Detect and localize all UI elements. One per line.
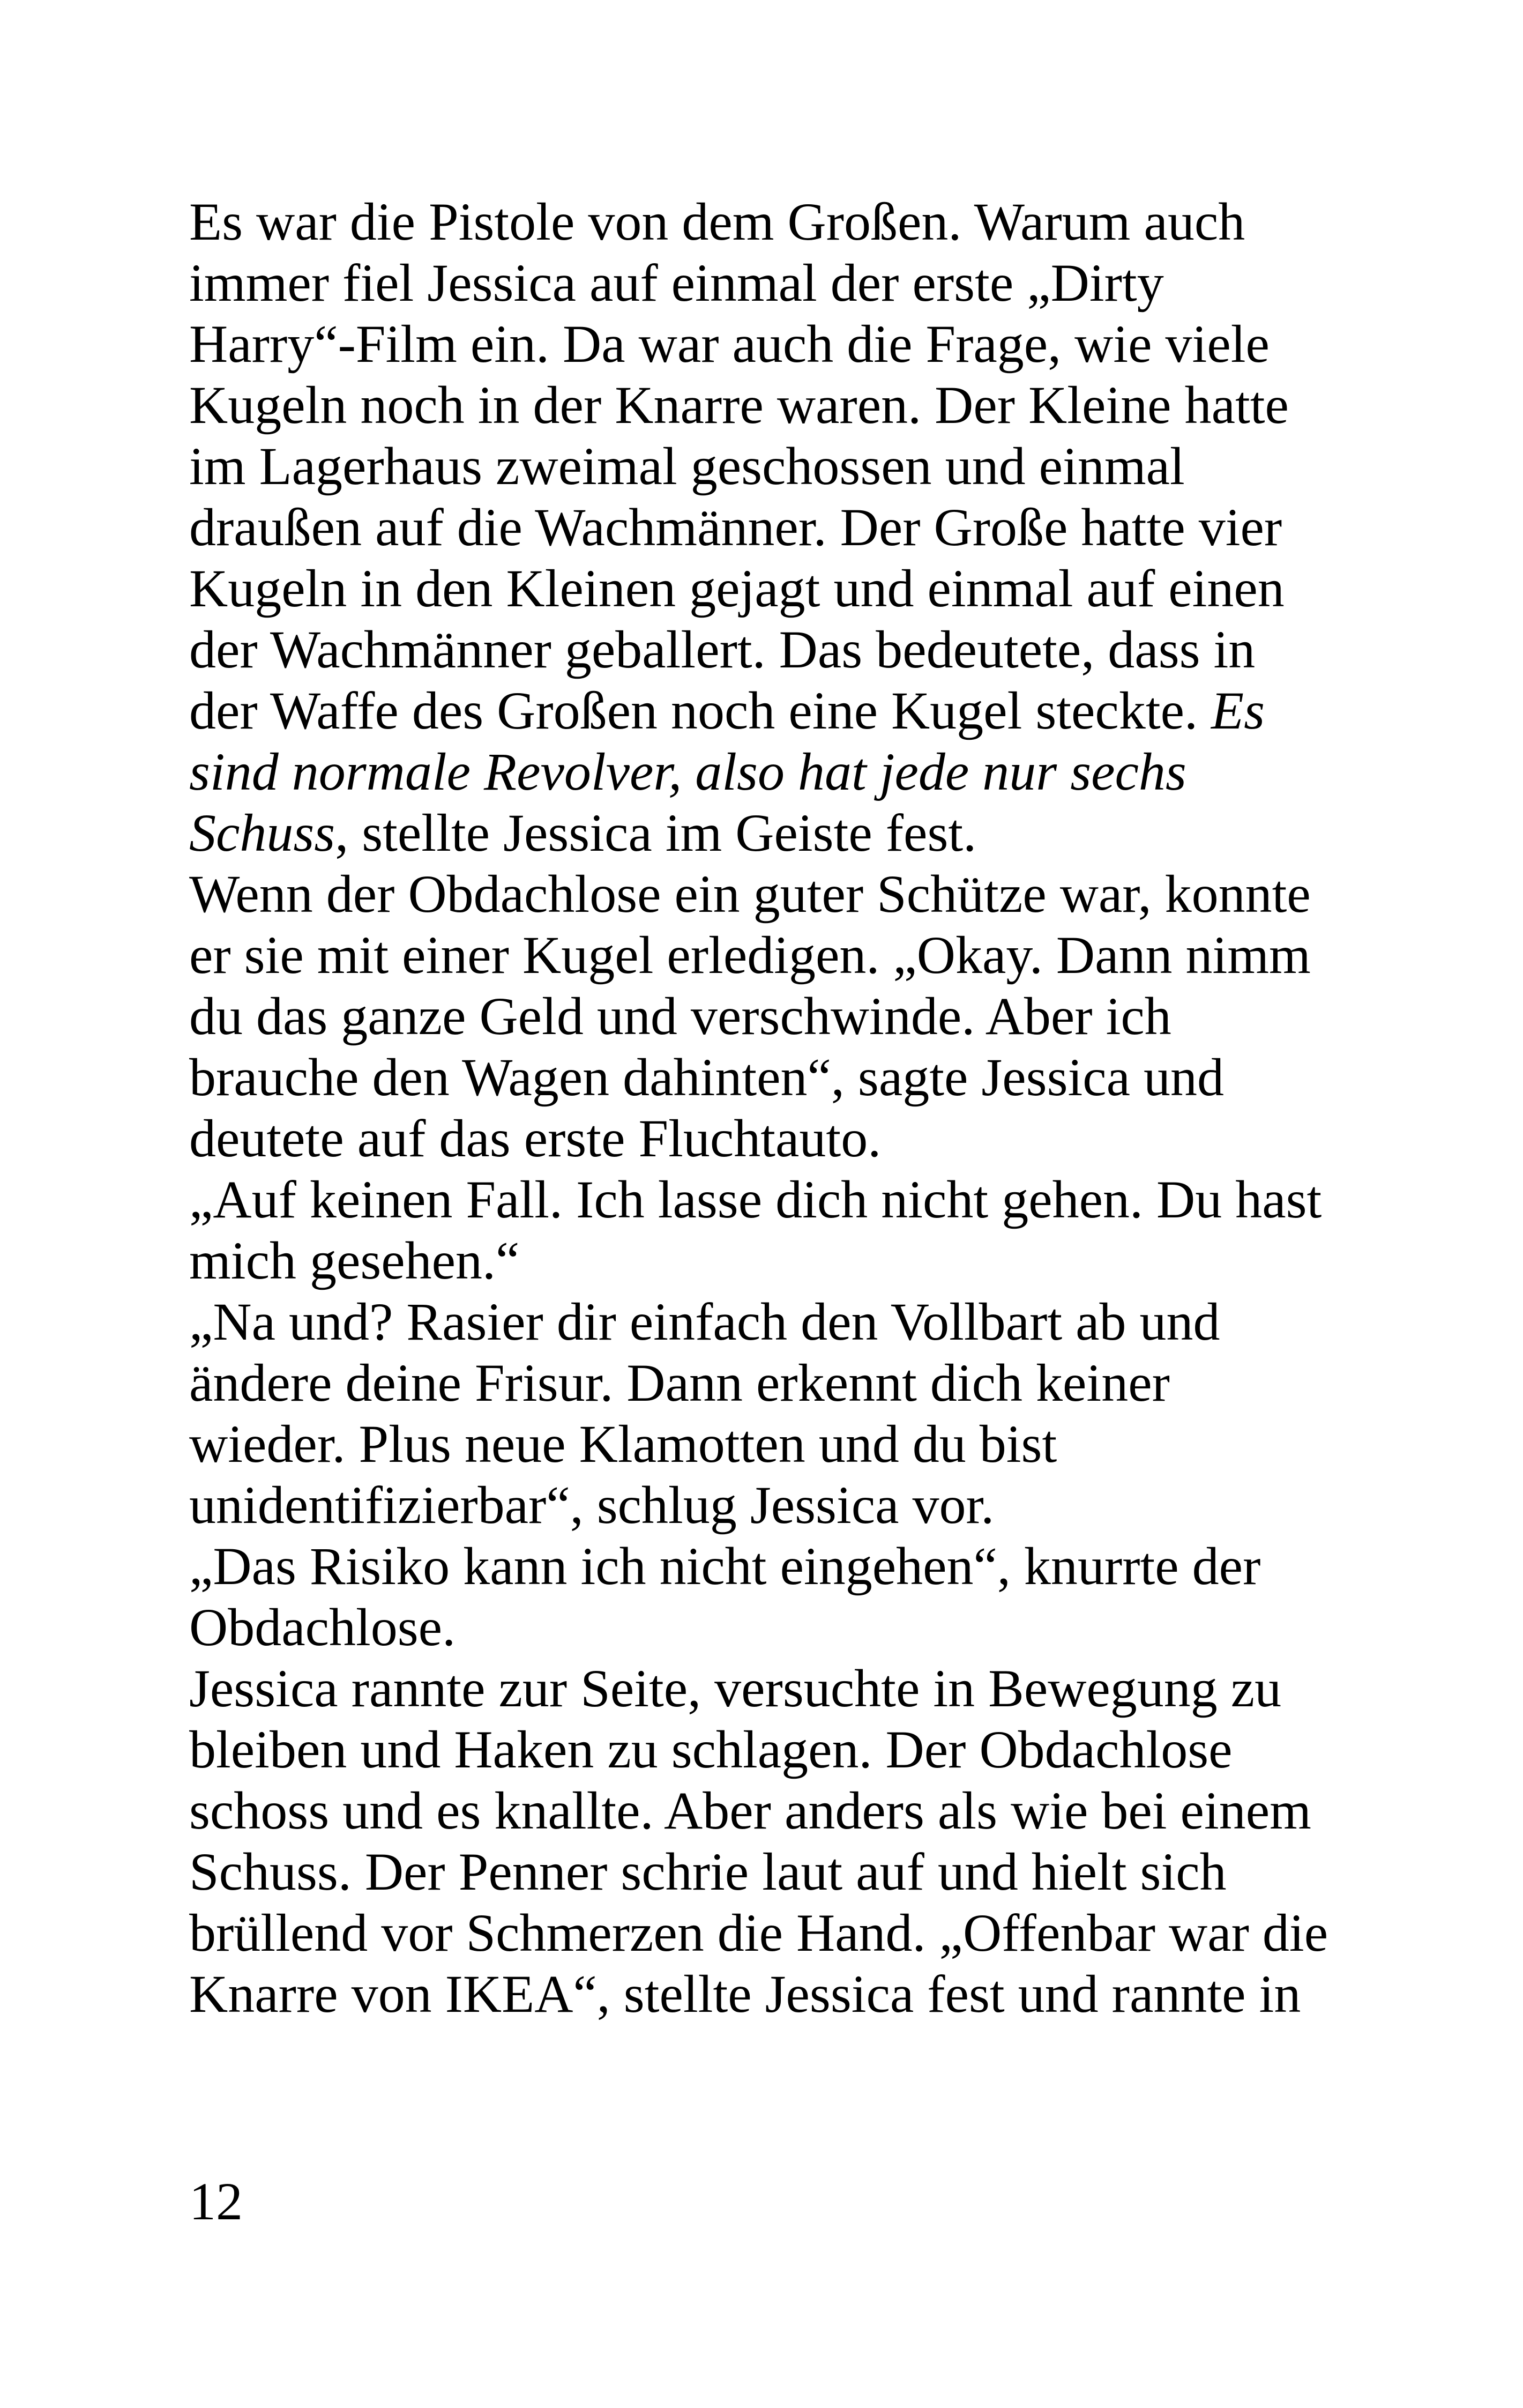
text-segment: Harry“-Film ein. Da war auch die Frage, wie viele (189, 314, 1270, 374)
text-line (189, 1780, 1347, 1841)
text-line (189, 802, 1347, 864)
text-segment: ändere deine Frisur. Dann erkennt dich keiner (189, 1353, 1170, 1413)
italic-text-segment: Schuss (189, 803, 335, 863)
text-line (189, 1719, 1347, 1780)
text-segment: Obdachlose. (189, 1597, 456, 1657)
text-segment: Knarre von IKEA“, stellte Jessica fest und rannte in (189, 1964, 1301, 2024)
text-segment: wieder. Plus neue Klamotten und du bist (189, 1414, 1057, 1474)
text-line (189, 1475, 1347, 1536)
text-line (189, 1658, 1347, 1719)
text-line (189, 741, 1347, 802)
text-line (189, 191, 1347, 252)
text-line (189, 1414, 1347, 1475)
text-line (189, 1841, 1347, 1902)
text-segment: du das ganze Geld und verschwinde. Aber ich (189, 986, 1171, 1046)
text-segment: brauche den Wagen dahinten“, sagte Jessica und (189, 1047, 1225, 1107)
text-line (189, 436, 1347, 497)
text-line (189, 1230, 1347, 1291)
text-line (189, 558, 1347, 619)
text-segment: „Das Risiko kann ich nicht eingehen“, knurrte der (189, 1536, 1261, 1596)
text-segment: Es war die Pistole von dem Großen. Warum auch (189, 192, 1245, 251)
text-line (189, 252, 1347, 314)
text-segment: Jessica rannte zur Seite, versuchte in Bewegung zu (189, 1659, 1282, 1718)
text-line (189, 1291, 1347, 1352)
text-line (189, 986, 1347, 1047)
text-line (189, 864, 1347, 925)
text-segment: deutete auf das erste Fluchtauto. (189, 1109, 882, 1168)
text-segment: der Waffe des Großen noch eine Kugel steckte. (189, 681, 1211, 740)
text-segment: er sie mit einer Kugel erledigen. „Okay. Dann nimm (189, 925, 1311, 985)
text-segment: der Wachmänner geballert. Das bedeutete, dass in (189, 620, 1256, 679)
text-line (189, 1047, 1347, 1108)
text-segment: Schuss. Der Penner schrie laut auf und hielt sich (189, 1842, 1227, 1901)
text-segment: , stellte Jessica im Geiste fest. (335, 803, 977, 863)
text-line (189, 680, 1347, 741)
text-line (189, 1352, 1347, 1414)
text-segment: „Auf keinen Fall. Ich lasse dich nicht gehen. Du hast (189, 1170, 1322, 1229)
text-line (189, 1169, 1347, 1230)
italic-text-segment: Es (1211, 681, 1265, 740)
text-line (189, 1536, 1347, 1597)
text-line (189, 375, 1347, 436)
text-segment: Wenn der Obdachlose ein guter Schütze war, konnte (189, 864, 1311, 924)
text-segment: unidentifizierbar“, schlug Jessica vor. (189, 1475, 995, 1535)
text-line (189, 619, 1347, 680)
text-line (189, 1902, 1347, 1964)
page-number: 12 (189, 2172, 243, 2231)
text-line (189, 1597, 1347, 1658)
text-line (189, 497, 1347, 558)
text-segment: schoss und es knallte. Aber anders als wie bei einem (189, 1781, 1311, 1840)
text-segment: Kugeln noch in der Knarre waren. Der Kleine hatte (189, 375, 1289, 435)
text-segment: im Lagerhaus zweimal geschossen und einmal (189, 436, 1185, 496)
text-line (189, 314, 1347, 375)
text-segment: draußen auf die Wachmänner. Der Große hatte vier (189, 497, 1282, 557)
text-segment: mich gesehen.“ (189, 1231, 520, 1290)
text-segment: brüllend vor Schmerzen die Hand. „Offenbar war die (189, 1903, 1328, 1963)
text-segment: bleiben und Haken zu schlagen. Der Obdachlose (189, 1720, 1233, 1779)
italic-text-segment: sind normale Revolver, also hat jede nur sechs (189, 742, 1186, 801)
text-line (189, 1964, 1347, 2025)
text-line (189, 1108, 1347, 1169)
page-body-text (189, 191, 1347, 2025)
text-line (189, 925, 1347, 986)
text-segment: „Na und? Rasier dir einfach den Vollbart ab und (189, 1292, 1220, 1351)
text-segment: immer fiel Jessica auf einmal der erste „Dirty (189, 253, 1164, 313)
text-segment: Kugeln in den Kleinen gejagt und einmal auf einen (189, 559, 1285, 618)
